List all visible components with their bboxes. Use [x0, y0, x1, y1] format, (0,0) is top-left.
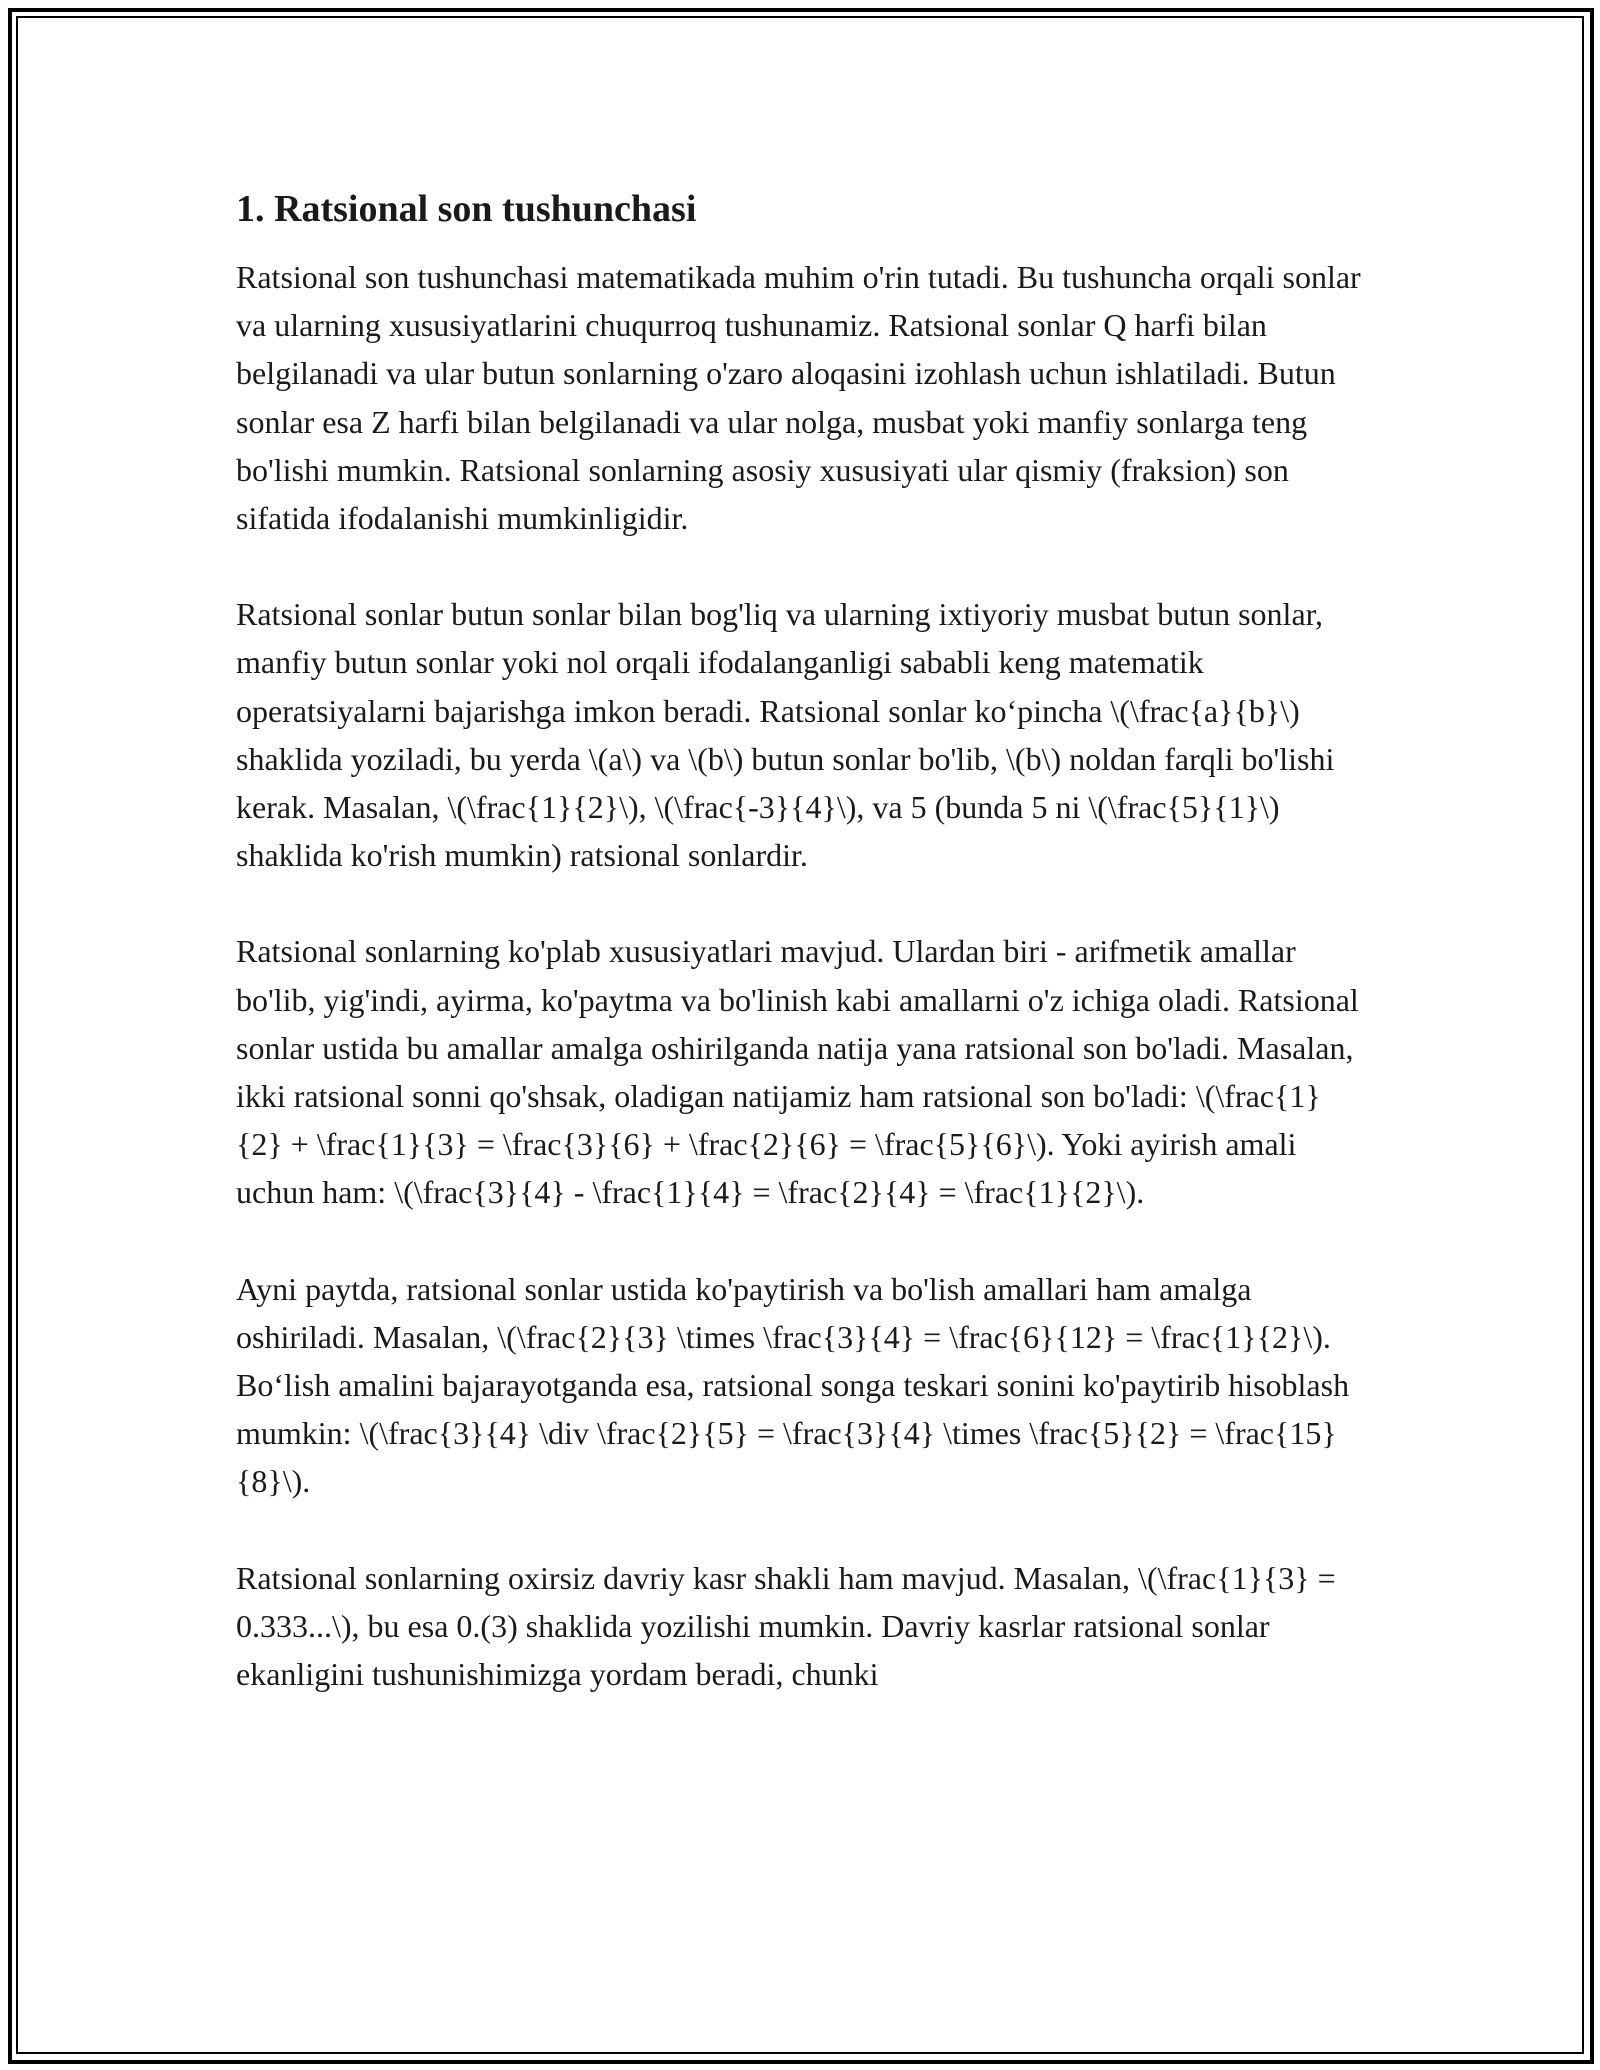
paragraph-2: Ratsional sonlar butun sonlar bilan bog'liq va ularning ixtiyoriy musbat butun sonlar, manfiy butun sonlar yoki nol orqali ifodalanganligi sababli keng matematik operatsiyalarni bajarishga imkon beradi. Ratsional sonlar ko‘pincha \(\frac{a}{b}\) shaklida yoziladi, bu yerda \(a\) va \(b\) butun sonlar bo'lib, \(b\) noldan farqli bo'lishi kerak. Masalan, \(\frac{1}{2}\), \(\frac{-3}{4}\), va 5 (bunda 5 ni \(\frac{5}{1}\) shaklida ko'rish mumkin) ratsional sonlardir. [236, 596, 1335, 874]
paragraph-5: Ratsional sonlarning oxirsiz davriy kasr shakli ham mavjud. Masalan, \(\frac{1}{3} = 0.333...\), bu esa 0.(3) shaklida yozilishi mumkin. Davriy kasrlar ratsional sonlar ekanligini tushunishimizga yordam beradi, chunki [236, 1559, 1336, 1693]
section-heading: 1. Ratsional son tushunchasi [236, 188, 697, 230]
paragraph-3: Ratsional sonlarning ko'plab xususiyatlari mavjud. Ulardan biri - arifmetik amallar bo'lib, yig'indi, ayirma, ko'paytma va bo'linish kabi amallarni o'z ichiga oladi. Ratsional sonlar ustida bu amallar amalga oshirilganda natija yana ratsional son bo'ladi. Masalan, ikki ratsional sonni qo'shsak, oladigan natijamiz ham ratsional son bo'ladi: \(\frac{1}{2} + \frac{1}{3} = \frac{3}{6} + \frac{2}{6} = \frac{5}{6}\). Yoki ayirish amali uchun ham: \(\frac{3}{4} - \frac{1}{4} = \frac{2}{4} = \frac{1}{2}\). [236, 933, 1359, 1211]
paragraph-4: Ayni paytda, ratsional sonlar ustida ko'paytirish va bo'lish amallari ham amalga oshiriladi. Masalan, \(\frac{2}{3} \times \frac{3}{4} = \frac{6}{12} = \frac{1}{2}\). Bo‘lish amalini bajarayotganda esa, ratsional songa teskari sonini ko'paytirib hisoblash mumkin: \(\frac{3}{4} \div \frac{2}{5} = \frac{3}{4} \times \frac{5}{2} = \frac{15}{8}\). [236, 1270, 1350, 1500]
paragraph-1: Ratsional son tushunchasi matematikada muhim o'rin tutadi. Bu tushuncha orqali sonlar va ularning xususiyatlarini chuqurroq tushunamiz. Ratsional sonlar Q harfi bilan belgilanadi va ular butun sonlarning o'zaro aloqasini izohlash uchun ishlatiladi. Butun sonlar esa Z harfi bilan belgilanadi va ular nolga, musbat yoki manfiy sonlarga teng bo'lishi mumkin. Ratsional sonlarning asosiy xususiyati ular qismiy (fraksion) son sifatida ifodalanishi mumkinligidir. [236, 259, 1361, 537]
document-body [236, 185, 1366, 1746]
